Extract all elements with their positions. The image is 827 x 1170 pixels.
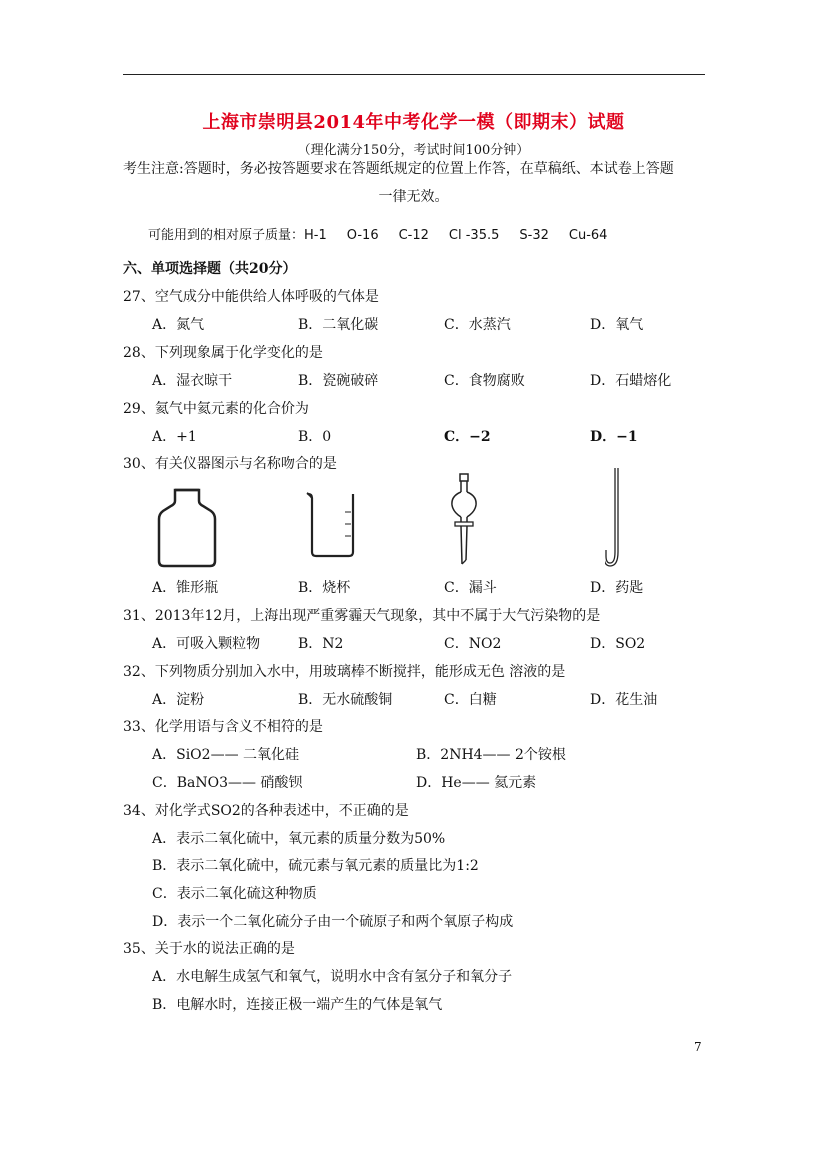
atomic-mass-line: [148, 224, 627, 243]
page-title: 上海市崇明县2014年中考化学一模（即期末）试题: [202, 112, 625, 133]
option-c: C．白糖: [444, 692, 497, 708]
option-a: A．锥形瓶: [152, 580, 219, 596]
option-b: B．二氧化碳: [298, 317, 379, 333]
atomic-mass-label: 可能用到的相对原子质量：: [148, 228, 305, 243]
option-d: D．花生油: [590, 692, 658, 708]
option-c: C．表示二氧化硫这种物质: [152, 886, 317, 902]
option-a: A．水电解生成氢气和氧气，说明水中含有氢分子和氧分子: [152, 969, 513, 985]
atomic-mass-item: H-1: [304, 228, 327, 243]
option-a: A．+1: [152, 429, 197, 445]
option-a: A．淀粉: [152, 692, 205, 708]
option-a: A．湿衣晾干: [152, 373, 233, 389]
option-d: D．SO2: [590, 636, 646, 652]
atomic-mass-item: O-16: [346, 228, 379, 243]
option-b: B．N2: [298, 636, 344, 652]
option-c: C．食物腐败: [444, 373, 525, 389]
option-c: C．漏斗: [444, 580, 497, 596]
option-b: B．无水硫酸铜: [298, 692, 393, 708]
atomic-mass-item: C-12: [398, 228, 429, 243]
notice-line-1: 考生注意:答题时，务必按答题要求在答题纸规定的位置上作答，在草稿纸、本试卷上答题: [123, 161, 674, 177]
question-stem: 28、下列现象属于化学变化的是: [123, 345, 323, 361]
option-a: A．SiO2—— 二氧化硅: [152, 747, 300, 763]
page-number: 7: [694, 1040, 702, 1054]
question-stem: 35、关于水的说法正确的是: [123, 941, 295, 957]
option-a: A．表示二氧化硫中，氧元素的质量分数为50%: [152, 831, 446, 847]
question-stem: 29、氦气中氦元素的化合价为: [123, 401, 309, 417]
option-d: D．氧气: [590, 317, 644, 333]
option-d: D．石蜡熔化: [590, 373, 672, 389]
atomic-mass-item: Cl -35.5: [448, 228, 500, 243]
option-b: B．电解水时，连接正极一端产生的气体是氧气: [152, 997, 443, 1013]
option-d: D．表示一个二氧化硫分子由一个硫原子和两个氧原子构成: [152, 914, 514, 930]
option-b: B．2NH4—— 2个铵根: [416, 747, 566, 763]
option-a: A．氮气: [152, 317, 205, 333]
separatory-funnel-figure: [447, 472, 483, 568]
header-rule: [123, 74, 705, 75]
option-c: C．−2: [444, 429, 491, 445]
option-b: B．瓷碗破碎: [298, 373, 379, 389]
question-stem: 32、下列物质分别加入水中，用玻璃棒不断搅拌，能形成无色 溶液的是: [123, 664, 566, 680]
option-b: B．表示二氧化硫中，硫元素与氧元素的质量比为1:2: [152, 858, 479, 874]
question-stem: 33、化学用语与含义不相符的是: [123, 719, 323, 735]
question-stem: 30、有关仪器图示与名称吻合的是: [123, 456, 337, 472]
option-c: C．水蒸汽: [444, 317, 511, 333]
question-stem: 34、对化学式SO2的各种表述中，不正确的是: [123, 803, 409, 819]
option-d: D．−1: [590, 429, 638, 445]
atomic-mass-item: Cu-64: [568, 228, 608, 243]
glass-rod-spoon-figure: [605, 466, 627, 568]
option-b: B．0: [298, 429, 332, 445]
exam-subtitle: （理化满分150分，考试时间100分钟）: [297, 143, 530, 158]
reagent-bottle-figure: [155, 487, 219, 569]
question-stem: 27、空气成分中能供给人体呼吸的气体是: [123, 289, 379, 305]
beaker-figure: [305, 490, 359, 560]
notice-line-2: 一律无效。: [378, 189, 449, 205]
option-b: B．烧杯: [298, 580, 351, 596]
atomic-mass-item: S-32: [519, 228, 549, 243]
option-a: A．可吸入颗粒物: [152, 636, 261, 652]
option-d: D．药匙: [590, 580, 644, 596]
option-d: D．He—— 氦元素: [416, 775, 537, 791]
question-stem: 31、2013年12月，上海出现严重雾霾天气现象，其中不属于大气污染物的是: [123, 608, 601, 624]
option-c: C．BaNO3—— 硝酸钡: [152, 775, 303, 791]
section-heading: 六、单项选择题（共20分）: [123, 261, 297, 277]
option-c: C．NO2: [444, 636, 502, 652]
